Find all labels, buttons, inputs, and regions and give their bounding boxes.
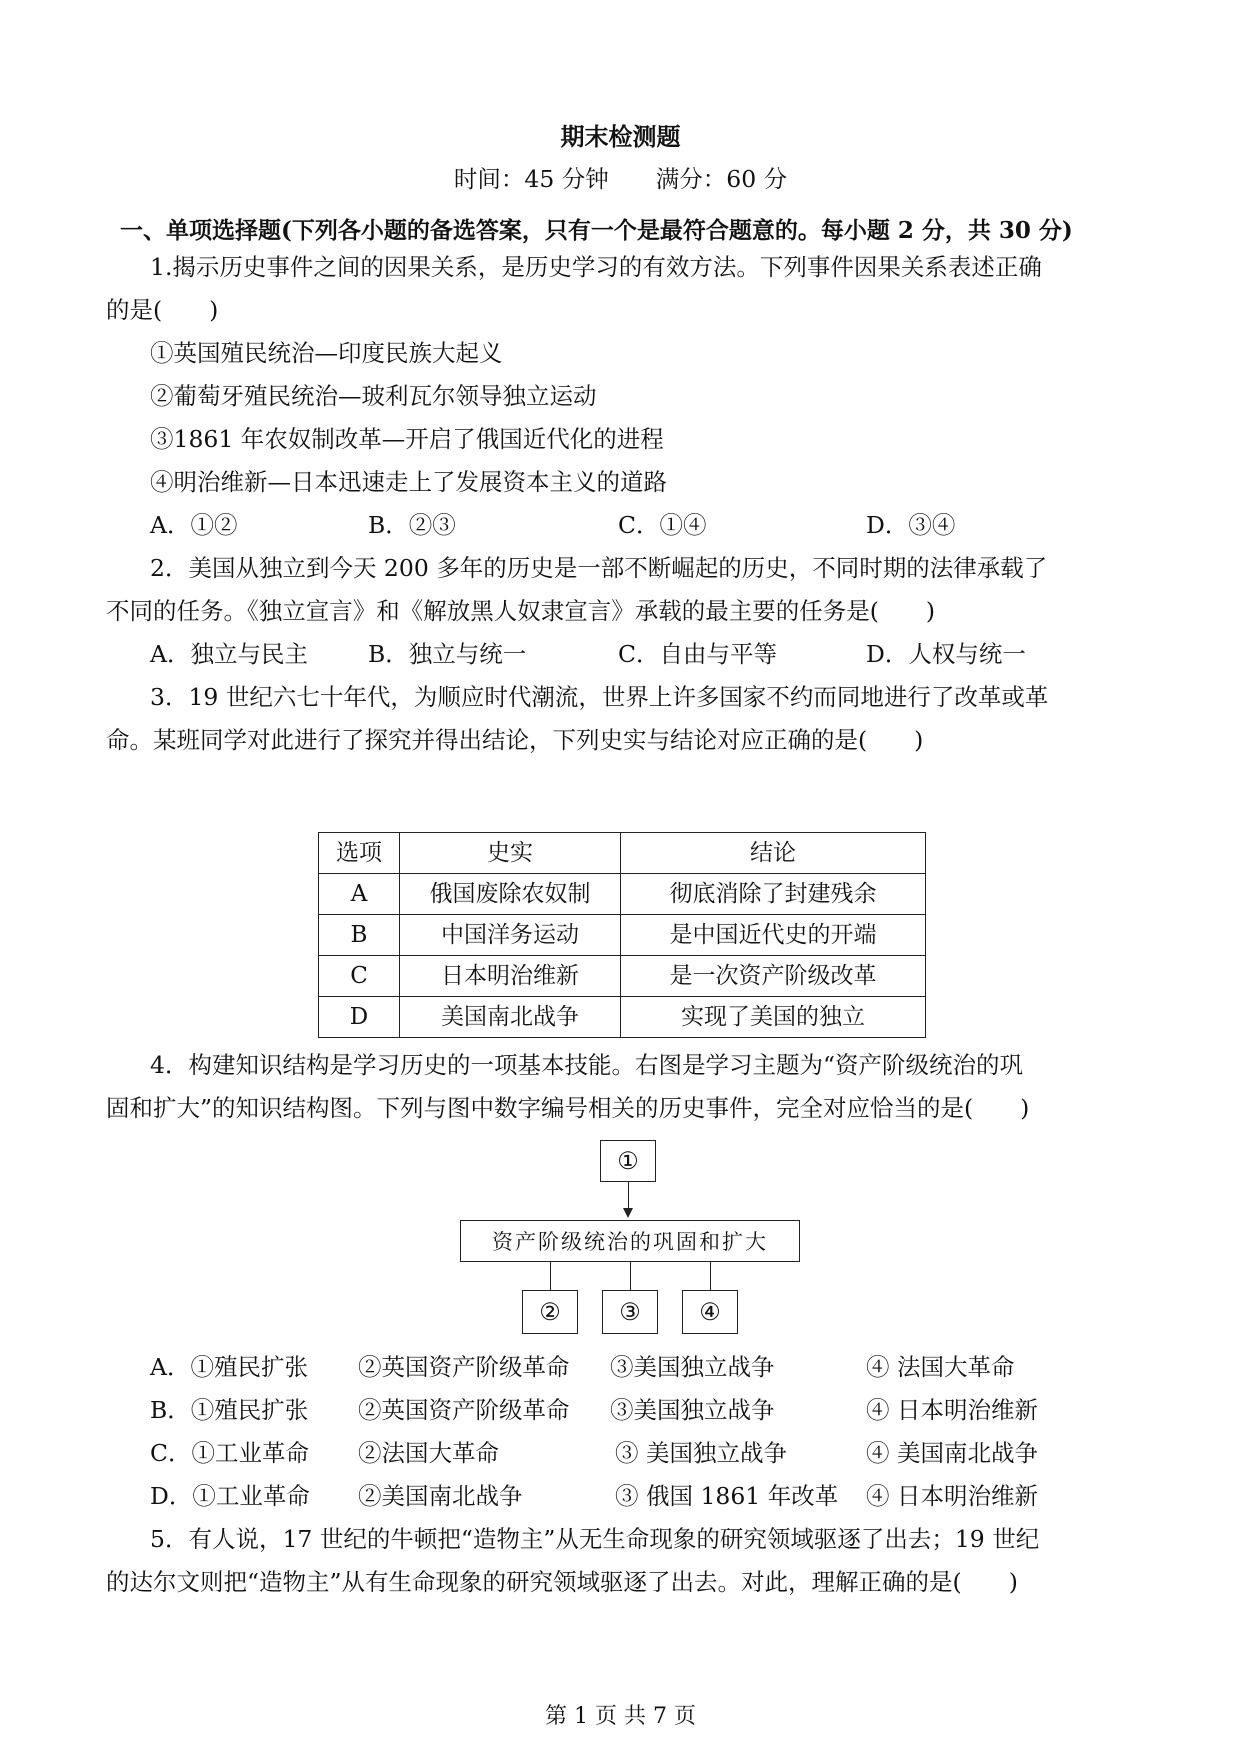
diagram-node-top: ① [600, 1140, 656, 1182]
table-cell: 是中国近代史的开端 [621, 915, 926, 956]
table-header: 史实 [400, 833, 621, 874]
table-cell: B [319, 915, 400, 956]
page-title: 期末检测题 [560, 122, 681, 151]
exam-info: 时间：45 分钟 满分：60 分 [453, 165, 788, 193]
q2-stem-line1: 2．美国从独立到今天 200 多年的历史是一部不断崛起的历史，不同时期的法律承载了 [150, 554, 1048, 582]
q3-stem-line1: 3．19 世纪六七十年代，为顺应时代潮流，世界上许多国家不约而同地进行了改革或革 [150, 683, 1049, 711]
table-cell: 彻底消除了封建残余 [621, 874, 926, 915]
q1-option-d: D．③④ [866, 511, 956, 539]
diagram-node-bottom: ④ [682, 1290, 738, 1334]
q1-option-c: C．①④ [618, 511, 707, 539]
table-row [319, 874, 926, 915]
q1-item: ③1861 年农奴制改革—开启了俄国近代化的进程 [150, 425, 664, 453]
q5-stem-line1: 5．有人说，17 世纪的牛顿把“造物主”从无生命现象的研究领域驱逐了出去；19 世纪 [150, 1525, 1040, 1553]
q2-option-d: D．人权与统一 [866, 640, 1026, 668]
diagram-connector [628, 1182, 629, 1210]
q4-option-a-part1: A．①殖民扩张 [150, 1353, 308, 1381]
section-heading: 一、单项选择题(下列各小题的备选答案，只有一个是最符合题意的。每小题 2 分，共 30 分) [120, 217, 1073, 244]
q4-option-d-part3: ③ 俄国 1861 年改革 [615, 1482, 839, 1510]
q4-option-a-part2: ②英国资产阶级革命 [358, 1353, 570, 1381]
q4-option-b-part1: B．①殖民扩张 [150, 1396, 309, 1424]
q4-option-c-part1: C．①工业革命 [150, 1439, 309, 1467]
q1-option-b: B．②③ [368, 511, 456, 539]
table-cell: A [319, 874, 400, 915]
q1-item: ①英国殖民统治—印度民族大起义 [150, 339, 503, 367]
q4-option-c-part2: ②法国大革命 [358, 1439, 499, 1467]
table-row [319, 997, 926, 1038]
diagram-node-center: 资产阶级统治的巩固和扩大 [460, 1220, 800, 1262]
q2-option-b: B．独立与统一 [368, 640, 527, 668]
q5-stem-line2: 的达尔文则把“造物主”从有生命现象的研究领域驱逐了出去。对此，理解正确的是( ) [106, 1568, 1018, 1596]
q4-option-b-part4: ④ 日本明治维新 [866, 1396, 1038, 1424]
q1-item: ②葡萄牙殖民统治—玻利瓦尔领导独立运动 [150, 382, 597, 410]
q3-table [318, 832, 926, 1038]
diagram-connector [710, 1262, 711, 1290]
q4-stem-line1: 4．构建知识结构是学习历史的一项基本技能。右图是学习主题为“资产阶级统治的巩 [150, 1051, 1023, 1079]
q4-option-a-part4: ④ 法国大革命 [866, 1353, 1015, 1381]
arrow-down-icon [623, 1208, 633, 1218]
q4-option-c-part3: ③ 美国独立战争 [615, 1439, 787, 1467]
q1-stem-line1: 1.揭示历史事件之间的因果关系，是历史学习的有效方法。下列事件因果关系表述正确 [150, 253, 1042, 281]
page-number: 第 1 页 共 7 页 [545, 1704, 696, 1729]
table-header-row [319, 833, 926, 874]
table-cell: 俄国废除农奴制 [400, 874, 621, 915]
diagram-connector [630, 1262, 631, 1290]
table-header: 结论 [621, 833, 926, 874]
table-row [319, 956, 926, 997]
q4-option-a-part3: ③美国独立战争 [610, 1353, 775, 1381]
q1-item: ④明治维新—日本迅速走上了发展资本主义的道路 [150, 468, 667, 496]
q4-option-d-part1: D．①工业革命 [150, 1482, 310, 1510]
table-cell: 中国洋务运动 [400, 915, 621, 956]
table-header: 选项 [319, 833, 400, 874]
q4-option-b-part2: ②英国资产阶级革命 [358, 1396, 570, 1424]
q1-option-a: A．①② [150, 511, 238, 539]
diagram-node-bottom: ② [522, 1290, 578, 1334]
table-cell: 美国南北战争 [400, 997, 621, 1038]
q4-stem-line2: 固和扩大”的知识结构图。下列与图中数字编号相关的历史事件，完全对应恰当的是( ) [106, 1094, 1030, 1122]
q3-stem-line2: 命。某班同学对此进行了探究并得出结论，下列史实与结论对应正确的是( ) [106, 726, 924, 754]
q2-option-a: A．独立与民主 [150, 640, 308, 668]
table-cell: D [319, 997, 400, 1038]
table-cell: 是一次资产阶级改革 [621, 956, 926, 997]
q4-option-d-part2: ②美国南北战争 [358, 1482, 523, 1510]
table-cell: 日本明治维新 [400, 956, 621, 997]
q2-option-c: C．自由与平等 [618, 640, 777, 668]
diagram-connector [550, 1262, 551, 1290]
q4-option-d-part4: ④ 日本明治维新 [866, 1482, 1038, 1510]
q4-option-b-part3: ③美国独立战争 [610, 1396, 775, 1424]
table-cell: 实现了美国的独立 [621, 997, 926, 1038]
table-cell: C [319, 956, 400, 997]
q1-stem-line2: 的是( ) [106, 296, 219, 324]
table-row [319, 915, 926, 956]
diagram-node-bottom: ③ [602, 1290, 658, 1334]
q4-option-c-part4: ④ 美国南北战争 [866, 1439, 1038, 1467]
knowledge-structure-diagram [460, 1140, 820, 1340]
q2-stem-line2: 不同的任务。《独立宣言》和《解放黑人奴隶宣言》承载的最主要的任务是( ) [106, 597, 936, 625]
